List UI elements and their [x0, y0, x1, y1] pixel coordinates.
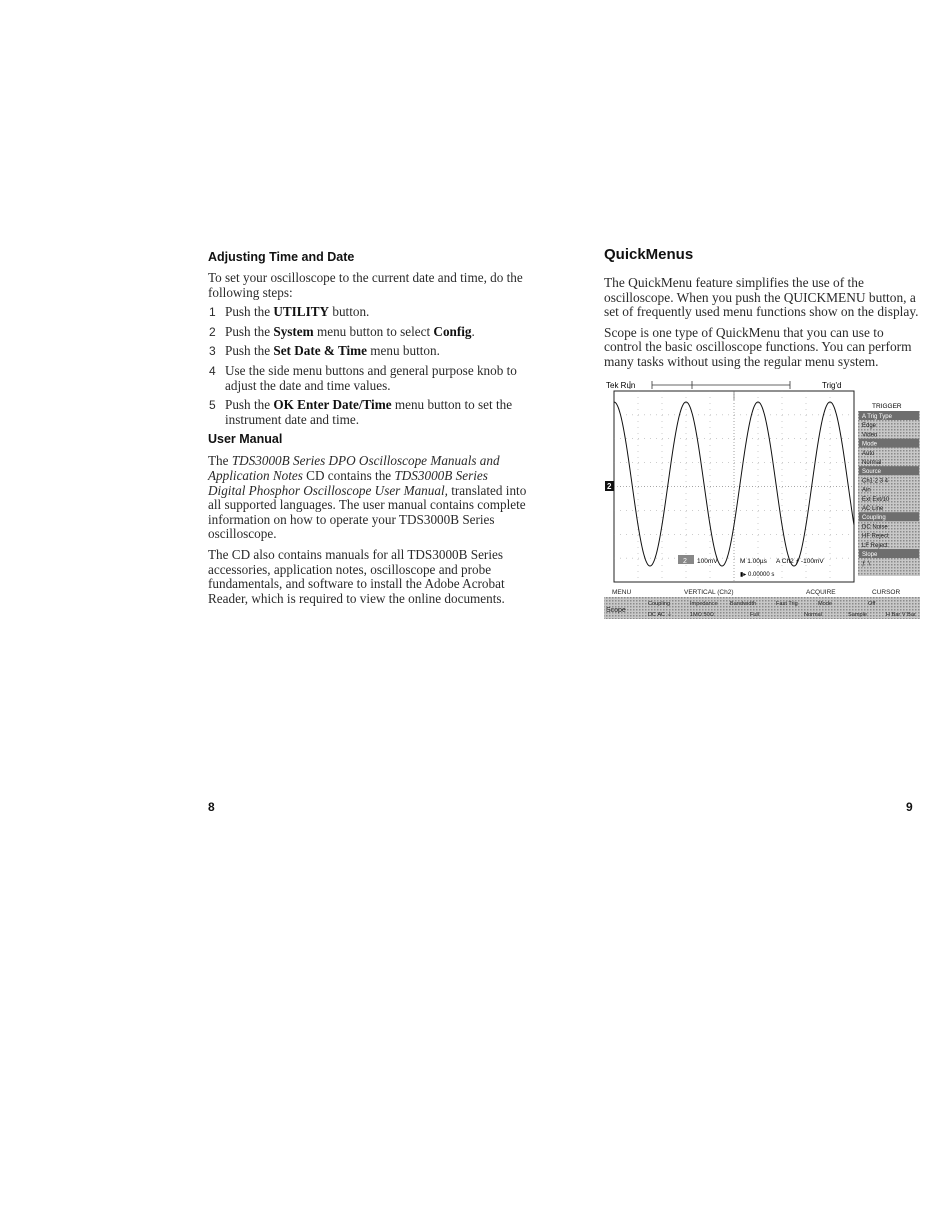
step-text: menu button. — [367, 343, 440, 359]
bottom-menu-item[interactable]: 1MΩ 50Ω — [690, 612, 714, 618]
side-menu-item[interactable]: Auto — [862, 450, 875, 457]
step-text: Push the — [225, 343, 274, 359]
side-menu-item[interactable]: Source — [862, 469, 882, 476]
side-menu-item[interactable]: A Trig Type — [862, 414, 892, 420]
bottom-menu-group-label: MENU — [612, 589, 632, 596]
bottom-menu-item[interactable]: Normal — [804, 612, 823, 618]
step-number: 3 — [209, 344, 216, 359]
heading-quickmenus: QuickMenus — [604, 246, 694, 263]
side-menu-item[interactable]: Edge — [862, 423, 877, 430]
bottom-menu-group-label: CURSOR — [872, 589, 901, 596]
side-menu-item[interactable]: ƒ ∖ — [862, 561, 871, 568]
step-item — [208, 344, 528, 359]
step-text: Push the — [225, 304, 274, 320]
side-menu-title: TRIGGER — [872, 403, 902, 410]
side-menu-item[interactable]: Coupling — [862, 515, 886, 522]
trigger-readout: A Ch2 ƒ -100mV — [776, 558, 824, 565]
um-text-b: CD contains the — [302, 467, 395, 483]
side-menu-item[interactable]: Slope — [862, 552, 878, 558]
ch-scale-readout: 100mV — [697, 558, 718, 565]
side-menu-item[interactable]: LF Reject — [862, 542, 888, 549]
step-item — [208, 305, 528, 320]
intro-paragraph: To set your oscilloscope to the current date and time, do the following steps: — [208, 270, 523, 300]
step-text: menu button to set the instrument date and time. — [225, 397, 513, 427]
bottom-menu-item[interactable]: H Bar V Bar — [886, 612, 916, 618]
step-bold-term: OK Enter Date/Time — [273, 397, 392, 413]
bottom-menu-item[interactable]: Impedance — [690, 601, 718, 607]
bottom-menu-item[interactable]: Sample — [848, 612, 867, 618]
timebase-readout: M 1.00µs — [740, 558, 767, 565]
step-item — [208, 398, 528, 427]
bottom-menu-group-label: VERTICAL (Ch2) — [684, 589, 734, 596]
um-title-cd: TDS3000B Series DPO Oscilloscope Manuals and Application Notes — [208, 453, 500, 483]
step-item — [208, 364, 528, 393]
step-number: 2 — [209, 324, 216, 339]
side-menu-item[interactable]: Ch1 2 3 4 — [862, 478, 889, 485]
user-manual-paragraph-2: The CD also contains manuals for all TDS3000B Series accessories, application notes, oscilloscope and probe fundamentals, and software to install the Adobe Acrobat Reader, which is required to view the online documents. — [208, 546, 505, 606]
side-menu-item[interactable]: AC Line — [862, 506, 884, 512]
quickmenus-paragraph-1: The QuickMenu feature simplifies the use of the oscilloscope. When you push the QUICKMENU button, a set of frequently used menu functions show on the display. — [604, 275, 919, 320]
bottom-menu-item[interactable]: Fast Trig — [776, 601, 798, 607]
step-number: 1 — [209, 305, 216, 320]
bottom-menu-item[interactable]: Off — [868, 601, 876, 607]
bottom-menu-item[interactable]: Full — [750, 612, 760, 618]
bottom-menu-item[interactable]: Bandwidth — [730, 601, 757, 607]
scope-trig-status: Trig'd — [822, 381, 842, 390]
bottom-menu-groups — [612, 589, 900, 596]
heading-adjusting-time: Adjusting Time and Date — [208, 250, 355, 264]
step-text: Push the — [225, 397, 274, 413]
step-bold-term: Config — [433, 323, 472, 339]
right-column — [604, 246, 922, 370]
bottom-menu-item[interactable]: Coupling — [648, 601, 671, 607]
step-bold-term: Set Date & Time — [273, 343, 367, 359]
side-menu-item[interactable]: Normal — [862, 460, 882, 466]
oscilloscope-screenshot — [600, 378, 922, 622]
ch-scale-badge-text: 2 — [683, 558, 687, 565]
step-number: 4 — [209, 363, 216, 378]
side-menu-item[interactable]: DC Noise — [862, 524, 888, 531]
step-text: button. — [329, 304, 370, 320]
bottom-menu-item[interactable]: Scope — [606, 607, 626, 614]
position-readout: ▮▸ 0.00000 s — [740, 572, 775, 578]
step-bold-term: UTILITY — [273, 304, 330, 320]
heading-user-manual: User Manual — [208, 432, 283, 447]
page-number-right: 9 — [906, 800, 913, 814]
side-menu-item[interactable]: HF Reject — [862, 533, 889, 540]
step-bold-term: System — [273, 323, 314, 339]
ch2-marker-label: 2 — [607, 482, 612, 491]
step-text: menu button to select — [313, 323, 434, 339]
step-number: 5 — [209, 398, 216, 413]
step-item — [208, 325, 528, 340]
side-menu-item[interactable]: Ain — [862, 487, 871, 494]
step-text: Push the — [225, 323, 274, 339]
bottom-menu-item[interactable]: DC AC ⏚ — [648, 612, 673, 618]
side-menu-item[interactable]: Mode — [862, 441, 878, 448]
bottom-menu-item[interactable]: Mode — [818, 601, 832, 607]
step-text: Use the side menu buttons and general purpose knob to adjust the date and time values. — [225, 362, 517, 393]
quickmenus-paragraph-2: Scope is one type of QuickMenu that you can use to control the basic oscilloscope functions. You can perform many tasks without using the regular menu system. — [604, 324, 912, 369]
um-text-a: The — [208, 453, 232, 469]
um-text-c: translated into all supported languages. The user manual contains complete information on how to operate your TDS3000B Series oscilloscope. — [208, 482, 527, 542]
page-number-left: 8 — [208, 800, 215, 814]
left-column — [208, 250, 528, 606]
steps-list — [208, 305, 528, 427]
bottom-menu-group-label: ACQUIRE — [806, 589, 836, 596]
side-menu-item[interactable]: Video — [862, 432, 878, 439]
um-title-manual: TDS3000B Series Digital Phosphor Oscilloscope User Manual, — [208, 467, 488, 498]
scope-status: Tek Run — [606, 381, 636, 390]
step-text: . — [471, 323, 475, 339]
side-menu-item[interactable]: Ext Ext/10 — [862, 496, 890, 503]
user-manual-paragraph-1 — [208, 454, 528, 542]
